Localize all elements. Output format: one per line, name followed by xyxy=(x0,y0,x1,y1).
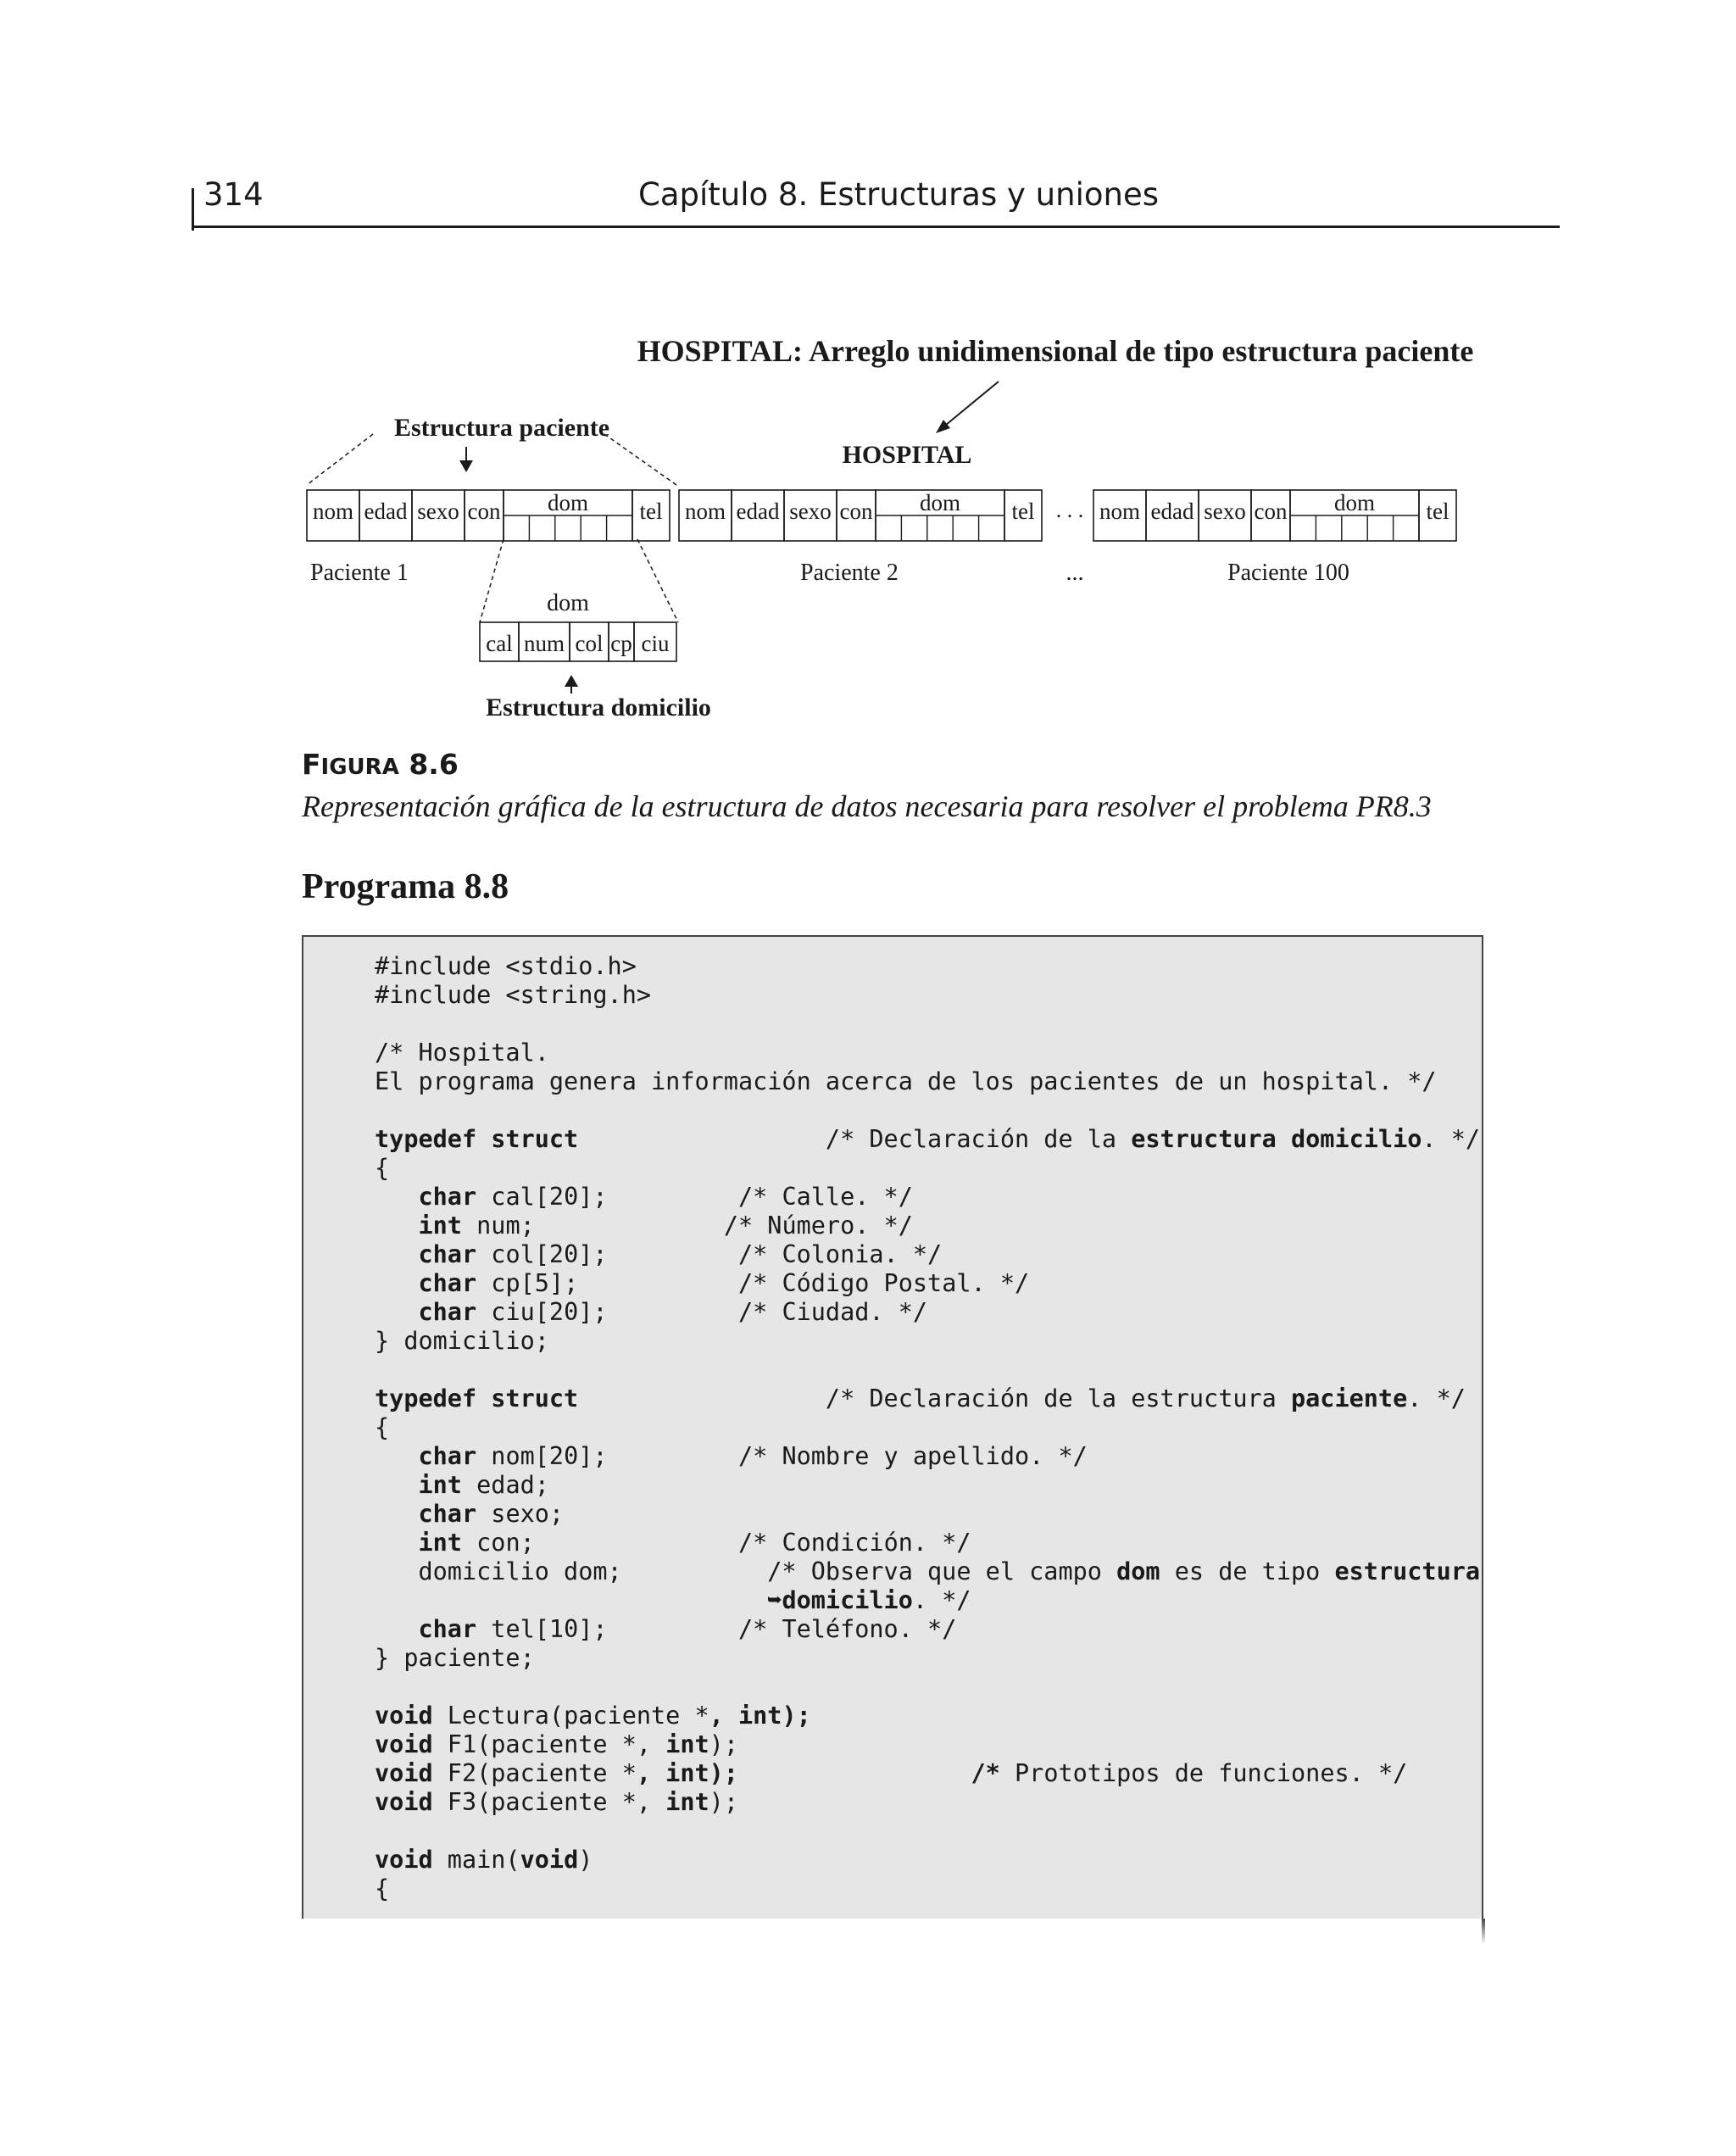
code-line: domicilio dom; /* Observa que el campo dom es de tipo estructura xyxy=(375,1557,1481,1585)
field-label-con: con xyxy=(467,499,501,524)
field-label-con: con xyxy=(839,499,873,524)
patient-2-label: Paciente 2 xyxy=(800,560,899,586)
dom-field-label-col: col xyxy=(575,631,604,656)
figure-caption: Representación gráfica de la estructura de datos necesaria para resolver el problema PR8.3 xyxy=(302,789,1432,823)
dom-zoom-label: dom xyxy=(547,590,589,616)
chapter-title: Capítulo 8. Estructuras y uniones xyxy=(638,176,1159,213)
field-label-nom: nom xyxy=(684,499,726,524)
field-label-sexo: sexo xyxy=(417,499,459,524)
estructura-paciente-label: Estructura paciente xyxy=(393,414,610,442)
code-line: { xyxy=(375,1154,390,1182)
title-arrow xyxy=(941,382,999,429)
hospital-diagram xyxy=(0,0,1736,763)
field-label-nom: nom xyxy=(312,499,354,524)
patient-1-label: Paciente 1 xyxy=(310,560,409,586)
patient-rows xyxy=(307,490,1456,541)
code-line: void F2(paciente *, int); /* Prototipos de funciones. */ xyxy=(375,1759,1408,1787)
patient-ellipsis-label: ... xyxy=(1066,560,1084,586)
code-line: void Lectura(paciente *, int); xyxy=(375,1702,811,1730)
code-line xyxy=(375,1356,1480,1384)
code-line: { xyxy=(375,1413,390,1441)
code-box-edge xyxy=(1482,1919,1485,1944)
code-line: void F3(paciente *, int); xyxy=(375,1788,738,1816)
diagram-title: HOSPITAL: Arreglo unidimensional de tipo estructura paciente xyxy=(637,334,1474,368)
field-label-con: con xyxy=(1254,499,1288,524)
code-line xyxy=(375,1673,1480,1702)
code-line: char tel[10]; /* Teléfono. */ xyxy=(418,1615,957,1643)
field-label-dom: dom xyxy=(919,490,961,515)
bracket-left xyxy=(307,434,373,485)
figure-label-number: 8.6 xyxy=(398,748,459,781)
paciente-arrow-head xyxy=(459,460,473,472)
code-line: { xyxy=(375,1875,390,1903)
code-line: } paciente; xyxy=(375,1644,535,1672)
gap-dots: . . . xyxy=(1055,498,1084,522)
dom-field-label-ciu: ciu xyxy=(641,631,670,656)
code-line: typedef struct /* Declaración de la estructura paciente. */ xyxy=(375,1384,1466,1412)
code-line: int con; /* Condición. */ xyxy=(418,1529,971,1557)
domicilio-arrow-head xyxy=(565,675,578,687)
code-line: ➥domicilio. */ xyxy=(767,1586,971,1614)
code-line: char col[20]; /* Colonia. */ xyxy=(418,1240,943,1268)
code-line: El programa genera información acerca de los pacientes de un hospital. */ xyxy=(375,1067,1437,1095)
dom-field-label-num: num xyxy=(523,631,565,656)
field-label-tel: tel xyxy=(1011,499,1035,524)
code-line: char ciu[20]; /* Ciudad. */ xyxy=(418,1298,928,1326)
field-label-dom: dom xyxy=(1333,490,1376,515)
figure-label xyxy=(302,748,459,781)
field-label-edad: edad xyxy=(736,499,780,524)
field-label-edad: edad xyxy=(364,499,408,524)
code-line: #include <string.h> xyxy=(375,981,652,1009)
dom-structure-row xyxy=(480,622,676,661)
title-arrow-head xyxy=(936,420,950,433)
code-line: char sexo; xyxy=(418,1500,565,1528)
field-label-nom: nom xyxy=(1099,499,1141,524)
code-line: int num; /* Número. */ xyxy=(418,1212,913,1240)
zoom-right xyxy=(637,539,678,622)
code-lines xyxy=(375,952,1480,1903)
code-line: } domicilio; xyxy=(375,1327,549,1355)
figure-label-smallcaps: IGURA xyxy=(320,755,399,780)
code-line: typedef struct /* Declaración de la estructura domicilio. */ xyxy=(375,1125,1481,1153)
code-line: /* Hospital. xyxy=(375,1039,549,1067)
estructura-domicilio-label: Estructura domicilio xyxy=(486,694,711,721)
code-line: char nom[20]; /* Nombre y apellido. */ xyxy=(418,1442,1088,1470)
code-line xyxy=(375,1817,1480,1846)
code-line: char cal[20]; /* Calle. */ xyxy=(418,1183,913,1211)
field-label-sexo: sexo xyxy=(1204,499,1246,524)
code-line: #include <stdio.h> xyxy=(375,952,637,980)
code-listing xyxy=(302,935,1483,1919)
field-label-dom: dom xyxy=(547,490,589,515)
field-label-tel: tel xyxy=(1426,499,1449,524)
code-line xyxy=(375,1010,1480,1039)
code-line xyxy=(375,1096,1480,1125)
code-line: char cp[5]; /* Código Postal. */ xyxy=(418,1269,1030,1297)
dom-field-label-cp: cp xyxy=(610,631,632,656)
code-line: void main(void) xyxy=(375,1846,593,1874)
patient-100-label: Paciente 100 xyxy=(1227,560,1349,586)
bracket-right xyxy=(604,434,676,485)
code-line: void F1(paciente *, int); xyxy=(375,1730,738,1758)
zoom-left xyxy=(480,539,504,622)
field-label-edad: edad xyxy=(1150,499,1194,524)
page-number: 314 xyxy=(203,176,264,213)
field-label-tel: tel xyxy=(639,499,663,524)
field-label-sexo: sexo xyxy=(789,499,832,524)
dom-field-label-cal: cal xyxy=(486,631,513,656)
code-line: int edad; xyxy=(418,1471,549,1499)
program-title: Programa 8.8 xyxy=(302,867,509,906)
figure-label-prefix: F xyxy=(302,748,321,781)
hospital-label: HOSPITAL xyxy=(842,441,972,469)
